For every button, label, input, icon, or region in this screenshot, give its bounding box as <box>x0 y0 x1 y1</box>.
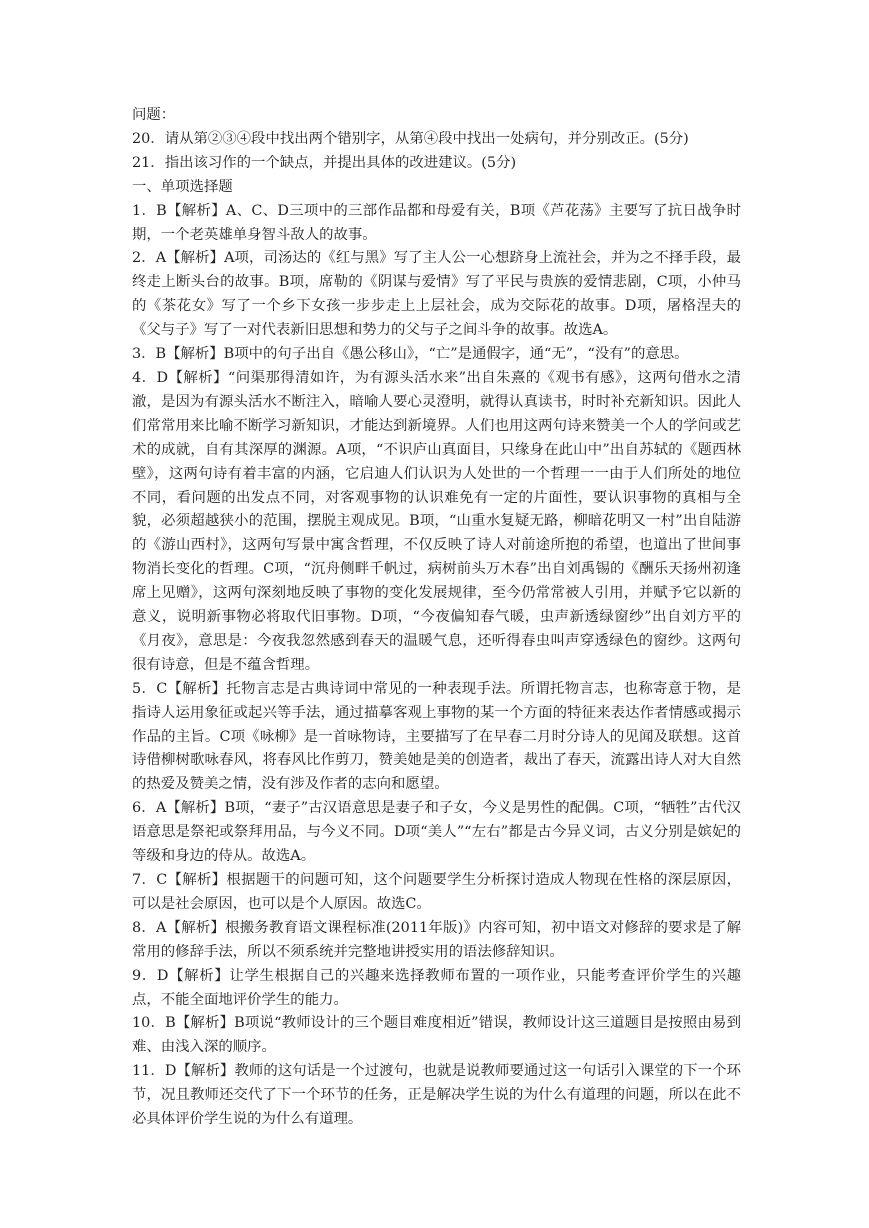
answer-8: 8．A【解析】根搬务教育语文课程标准(2011年版)》内容可知，初中语文对修辞的要求是了解常用的修辞手法，所以不须系统并完整地讲授实用的语法修辞知识。 <box>132 919 741 960</box>
answer-6: 6．A【解析】B项，“妻子”古汉语意思是妻子和子女，今义是男性的配偶。C项，“牺牲”古代汉语意思是祭祀或祭拜用品，与今义不同。D项“美人”“左右”都是古今异义词，古义分别是嫔妃的等级和身边的侍从。故选A。 <box>132 800 741 865</box>
questions-heading: 问题： <box>132 107 176 123</box>
answer-4: 4．D【解析】“问渠那得清如许，为有源头活水来”出自朱熹的《观书有感》，这两句借水之清澈，是因为有源头活水不断注入，暗喻人要心灵澄明，就得认真读书，时时补充新知识。因此人们常常用来比喻不断学习新知识，才能达到新境界。人们也用这两句诗来赞美一个人的学问或艺术的成就，自有其深厚的渊源。A项，“不识庐山真面目，只缘身在此山中”出自苏轼的《题西林壁》，这两句诗有着丰富的内涵，它启迪人们认识为人处世的一个哲理一一由于人们所处的地位不同，看问题的出发点不同，对客观事物的认识难免有一定的片面性，要认识事物的真相与全貌，必须超越狭小的范围，摆脱主观成见。B项，“山重水复疑无路，柳暗花明又一村”出自陆游的《游山西村》，这两句写景中寓含哲理，不仅反映了诗人对前途所抱的希望，也道出了世间事物消长变化的哲理。C项，“沉舟侧畔千帆过，病树前头万木春”出自刘禹锡的《酬乐天扬州初逢席上见赠》，这两句深刻地反映了事物的变化发展规律，至今仍常常被人引用，并赋予它以新的意义，说明新事物必将取代旧事物。D项，“今夜偏知春气暖，虫声新透绿窗纱”出自刘方平的《月夜》，意思是：今夜我忽然感到春天的温暖气息，还听得春虫叫声穿透绿色的窗纱。这两句很有诗意，但是不蕴含哲理。 <box>132 369 741 673</box>
section-heading: 一、单项选择题 <box>132 178 233 195</box>
question-21: 21．指出该习作的一个缺点，并提出具体的改进建议。(5分) <box>132 154 517 171</box>
question-20: 20．请从第②③④段中找出两个错别字，从第④段中找出一处病句，并分别改正。(5分) <box>132 130 689 147</box>
answer-1: 1．B【解析】A、C、D三项中的三部作品都和母爱有关，B项《芦花荡》主要写了抗日战争时期，一个老英雄单身智斗敌人的故事。 <box>132 202 741 243</box>
answer-11: 11．D【解析】教师的这句话是一个过渡句，也就是说教师要通过这一句话引入课堂的下一个环节，况且教师还交代了下一个环节的任务，正是解决学生说的为什么有道理的问题，所以在此不必具体评价学生说的为什么有道理。 <box>132 1063 741 1128</box>
answer-2: 2．A【解析】A项，司汤达的《红与黑》写了主人公一心想跻身上流社会，并为之不择手段，最终走上断头台的故事。B项，席勒的《阴谋与爱情》写了平民与贵族的爱情悲剧，C项，小仲马的《茶花女》写了一个乡下女孩一步步走上上层社会，成为交际花的故事。D项，屠格涅夫的《父与子》写了一对代表新旧思想和势力的父与子之间斗争的故事。故选A。 <box>132 250 741 339</box>
answer-7: 7．C【解析】根据题干的问题可知，这个问题要学生分析探讨造成人物现在性格的深层原因，可以是社会原因，也可以是个人原因。故选C。 <box>132 872 741 912</box>
answer-10: 10．B【解析】B项说“教师设计的三个题目难度相近”错误，教师设计这三道题目是按照由易到难、由浅入深的顺序。 <box>132 1015 741 1056</box>
answer-5: 5．C【解析】托物言志是古典诗词中常见的一种表现手法。所谓托物言志，也称寄意于物，是指诗人运用象征或起兴等手法，通过描摹客观上事物的某一个方面的特征来表达作者情感或揭示作品的主旨。C项《咏柳》是一首咏物诗，主要描写了在早春二月时分诗人的见闻及联想。这首诗借柳树歌咏春风，将春风比作剪刀，赞美她是美的创造者，裁出了春天，流露出诗人对大自然的热爱及赞美之情，没有涉及作者的志向和愿望。 <box>132 680 741 793</box>
answer-9: 9．D【解析】让学生根据自己的兴趣来选择教师布置的一项作业，只能考查评价学生的兴趣点，不能全面地评价学生的能力。 <box>132 967 741 1008</box>
answer-3: 3．B【解析】B项中的句子出自《愚公移山》，“亡”是通假字，通“无”，“没有”的意思。 <box>132 346 689 363</box>
